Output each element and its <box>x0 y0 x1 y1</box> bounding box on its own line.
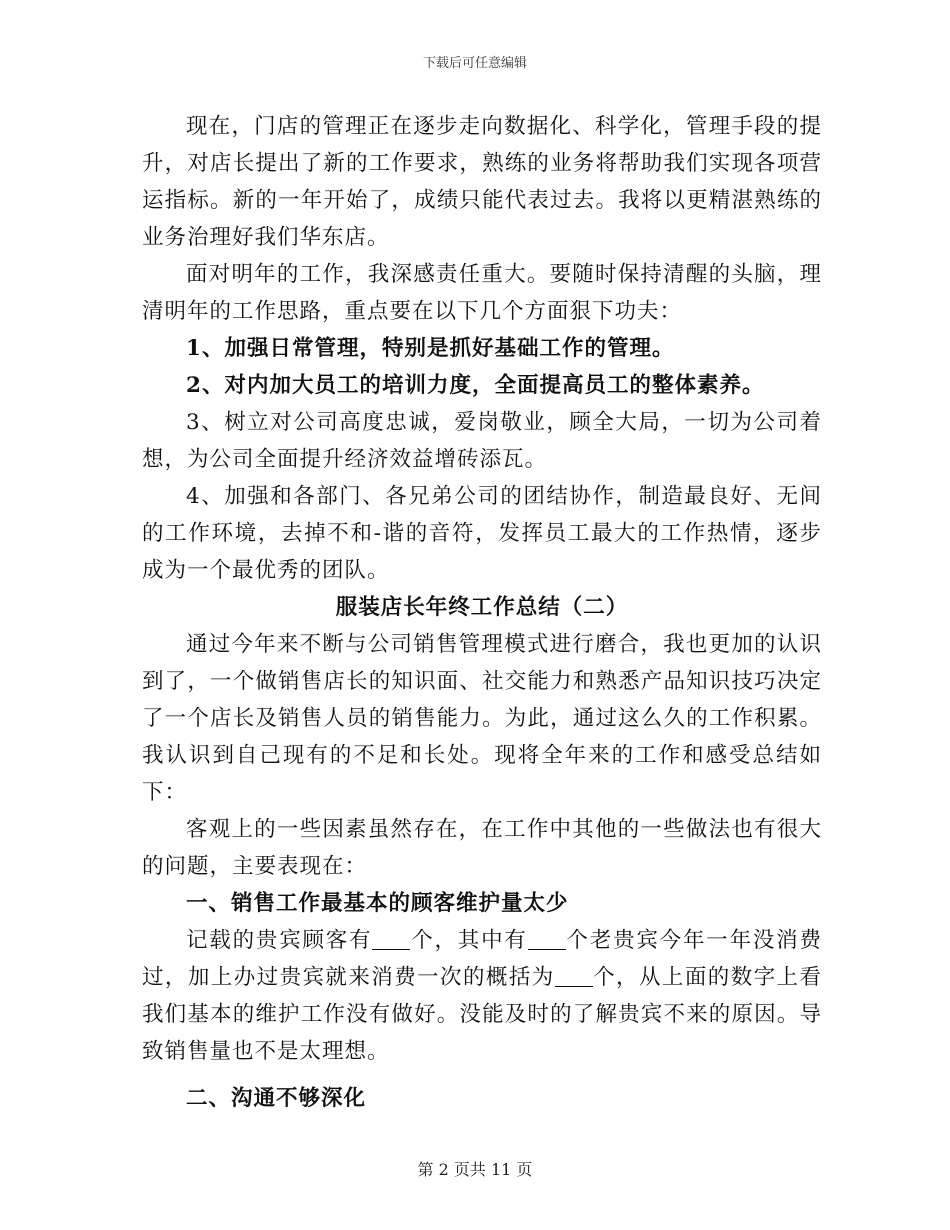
section-title: 服装店长年终工作总结（二） <box>335 595 629 620</box>
blank-field <box>372 929 410 950</box>
page-header: 下载后可任意编辑 <box>422 56 527 71</box>
document-body <box>142 108 822 1117</box>
heading-communication: 二、沟通不够深化 <box>186 1086 367 1111</box>
page-footer: 第 2 页共 11 页 <box>417 1160 533 1179</box>
paragraph-vip-customers <box>142 922 822 1070</box>
paragraph-problems: 客观上的一些因素虽然存在，在工作中其他的一些做法也有很大的问题，主要表现在： <box>142 817 822 879</box>
paragraph-intro: 现在，门店的管理正在逐步走向数据化、科学化，管理手段的提升，对店长提出了新的工作要求，熟练的业务将帮助我们实现各项营运指标。新的一年开始了，成绩只能代表过去。我将以更精湛熟练的业务治理好我们华东店。 <box>142 114 822 250</box>
text-segment: 个，其中有 <box>410 928 528 953</box>
text-segment: 个，从上面的数字上看我们基本的维护工作没有做好。没能及时的了解贵宾不来的原因。导致销售量也不是太理想。 <box>142 965 822 1064</box>
heading-customer-maintenance: 一、销售工作最基本的顾客维护量太少 <box>186 891 569 916</box>
list-item-4: 4、加强和各部门、各兄弟公司的团结协作，制造最良好、无间的工作环境，去掉不和-谐的音符，发挥员工最大的工作热情，逐步成为一个最优秀的团队。 <box>142 484 822 583</box>
list-item-1: 1、加强日常管理，特别是抓好基础工作的管理。 <box>186 336 675 361</box>
blank-field <box>555 966 593 987</box>
text-segment: 个老贵宾今年一年没消费过，加上办过贵宾就来消费一次的概括为 <box>142 928 822 990</box>
list-item-3: 3、树立对公司高度忠诚，爱岗敬业，顾全大局，一切为公司着想，为公司全面提升经济效益增砖添瓦。 <box>142 410 822 472</box>
blank-field <box>528 929 566 950</box>
paragraph-summary-intro: 通过今年来不断与公司销售管理模式进行磨合，我也更加的认识到了，一个做销售店长的知识面、社交能力和熟悉产品知识技巧决定了一个店长及销售人员的销售能力。为此，通过这么久的工作积累。我认识到自己现有的不足和长处。现将全年来的工作和感受总结如下： <box>142 632 822 805</box>
paragraph-next-year: 面对明年的工作，我深感责任重大。要随时保持清醒的头脑，理清明年的工作思路，重点要在以下几个方面狠下功夫： <box>142 262 822 324</box>
text-segment: 记载的贵宾顾客有 <box>186 928 373 953</box>
list-item-2: 2、对内加大员工的培训力度，全面提高员工的整体素养。 <box>186 373 765 398</box>
